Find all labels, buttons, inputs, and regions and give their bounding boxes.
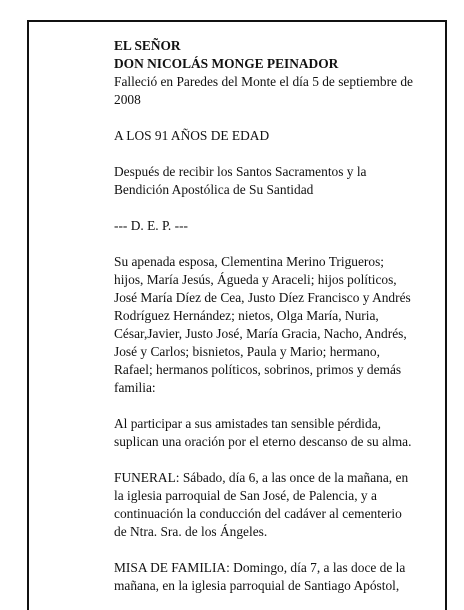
family-line: José y Carlos; bisnietos, Paula y Mario; hermano, — [114, 344, 380, 359]
spacer — [114, 397, 426, 415]
family-line: Rafael; hermanos políticos, sobrinos, primos y demás — [114, 362, 402, 377]
death-line-1: Falleció en Paredes del Monte el día 5 de septiembre de — [114, 74, 413, 89]
mass-line: mañana, en la iglesia parroquial de Santiago Apóstol, — [114, 578, 400, 593]
spacer — [114, 145, 426, 163]
prayer-line: Al participar a sus amistades tan sensible pérdida, — [114, 416, 381, 431]
family-line: familia: — [114, 380, 156, 395]
sacraments-line-2: Bendición Apostólica de Su Santidad — [114, 182, 314, 197]
funeral-line: continuación la conducción del cadáver al cementerio — [114, 506, 402, 521]
obituary-notice — [114, 37, 426, 595]
prayer-line: suplican una oración por el eterno descanso de su alma. — [114, 434, 412, 449]
family-line: Su apenada esposa, Clementina Merino Trigueros; — [114, 254, 385, 269]
funeral-line: de Ntra. Sra. de los Ángeles. — [114, 524, 268, 539]
dep-line: --- D. E. P. --- — [114, 218, 189, 233]
age-line: A LOS 91 AÑOS DE EDAD — [114, 128, 270, 143]
spacer — [114, 199, 426, 217]
family-line: José María Díez de Cea, Justo Díez Francisco y Andrés — [114, 290, 411, 305]
funeral-line: la iglesia parroquial de San José, de Palencia, y a — [114, 488, 377, 503]
mass-line: MISA DE FAMILIA: Domingo, día 7, a las doce de la — [114, 560, 406, 575]
funeral-line: FUNERAL: Sábado, día 6, a las once de la mañana, en — [114, 470, 409, 485]
sacraments-line-1: Después de recibir los Santos Sacramentos y la — [114, 164, 367, 179]
death-line-2: 2008 — [114, 92, 141, 107]
notice-title-line-2: DON NICOLÁS MONGE PEINADOR — [114, 56, 339, 71]
family-line: Rodríguez Hernández; nietos, Olga María, Nuria, — [114, 308, 379, 323]
spacer — [114, 451, 426, 469]
family-line: hijos, María Jesús, Águeda y Araceli; hijos políticos, — [114, 272, 397, 287]
spacer — [114, 109, 426, 127]
spacer — [114, 541, 426, 559]
family-line: César,Javier, Justo José, María Gracia, Nacho, Andrés, — [114, 326, 407, 341]
spacer — [114, 235, 426, 253]
notice-title-line-1: EL SEÑOR — [114, 38, 181, 53]
